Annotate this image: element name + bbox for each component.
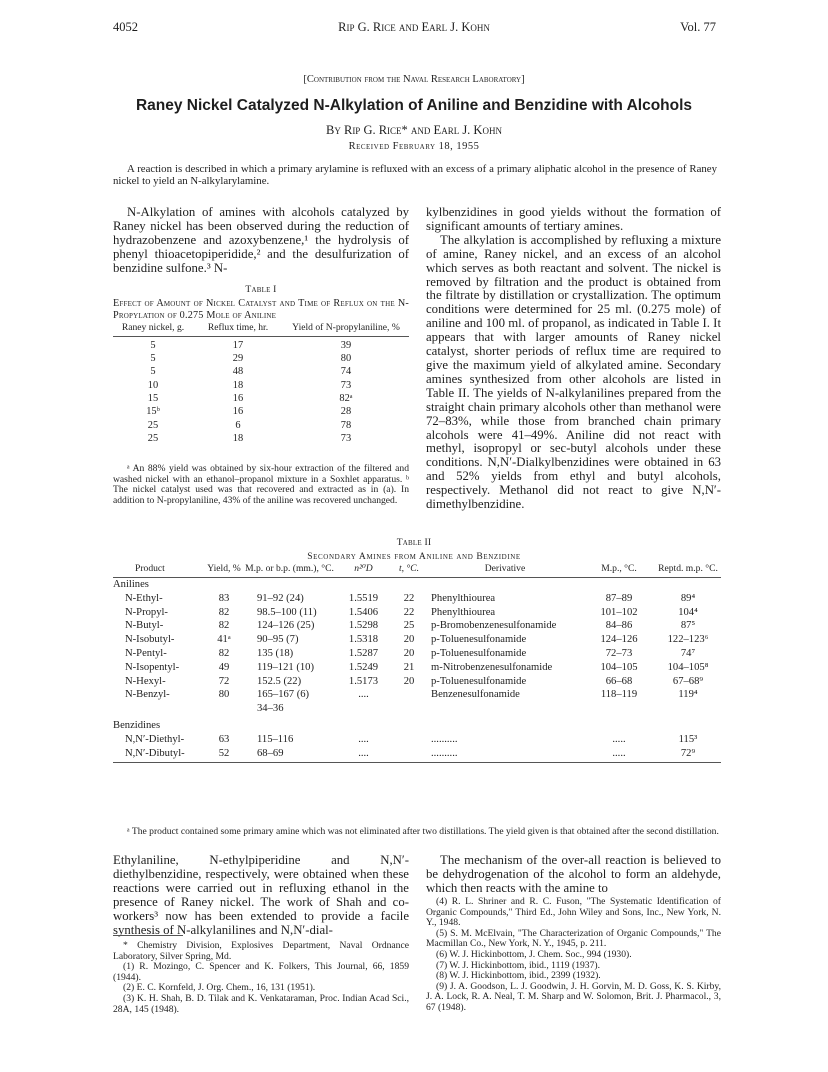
table2-header: Reptd. m.p. °C. xyxy=(658,563,718,574)
footnote: * Chemistry Division, Explosives Department, Naval Ordnance Laboratory, Silver Spring, Md. xyxy=(113,940,409,962)
table2-cell: 22 xyxy=(403,606,415,618)
table2-cell: 87–89 xyxy=(605,592,633,604)
table2-row xyxy=(113,633,721,647)
table2-cell: ..... xyxy=(612,747,626,759)
table2-cell: 20 xyxy=(403,675,415,687)
table1-row xyxy=(113,365,409,378)
table2-cell: 122–123⁶ xyxy=(667,634,709,646)
footnote: (6) W. J. Hickinbottom, J. Chem. Soc., 994 (1930). xyxy=(436,948,632,960)
table2-cell: 118–119 xyxy=(600,689,638,701)
table2-cell: 82 xyxy=(218,620,230,632)
received-date: Received February 18, 1955 xyxy=(348,141,480,152)
table2-header-row xyxy=(113,564,721,574)
table2-header: n²⁰D xyxy=(354,563,373,574)
table2-cell: 80 xyxy=(218,689,230,701)
contribution-line: [Contribution from the Naval Research Laboratory] xyxy=(303,74,525,85)
table1-cell: 29 xyxy=(232,353,244,365)
table2-cell: 101–102 xyxy=(600,606,638,618)
table1-cell: 78 xyxy=(340,419,352,431)
table2-cell: 84–86 xyxy=(605,620,633,632)
table1-cell: 6 xyxy=(235,419,241,431)
table1-cell: 73 xyxy=(340,379,352,391)
table2-row xyxy=(113,660,721,674)
footnote: (4) R. L. Shriner and R. C. Fuson, "The Systematic Identification of Organic Compounds," Third Ed., John Wiley and Sons, Inc., New York, N. Y., 1948. xyxy=(426,896,721,929)
table2-cell xyxy=(391,746,427,760)
table2-cell: N-Benzyl- xyxy=(125,689,170,701)
table2-cell: 104–105⁸ xyxy=(667,661,709,673)
table1-cell: 48 xyxy=(232,366,244,378)
table1-cell: 5 xyxy=(150,339,156,351)
table2-row xyxy=(113,732,721,746)
table2-cell: 82 xyxy=(218,606,230,618)
table2-cell: .......... xyxy=(431,747,458,759)
table2-cell: 98.5–100 (11) xyxy=(257,606,317,618)
footnote: (3) K. H. Shah, B. D. Tilak and K. Venkataraman, Proc. Indian Acad Sci., 28A, 145 (1948). xyxy=(113,992,409,1015)
table1-header: Raney nickel, g. xyxy=(121,322,185,333)
table1-row xyxy=(113,352,409,365)
table1-row xyxy=(113,418,409,431)
table1-cell: 82ᵃ xyxy=(339,392,353,404)
table2-cell: 1.5287 xyxy=(348,647,379,659)
table2-cell: .... xyxy=(358,747,369,759)
table2-cell: 72 xyxy=(218,675,230,687)
table2-cell: N-Pentyl- xyxy=(125,647,167,659)
table2-cell: N,N′-Diethyl- xyxy=(125,733,185,745)
table1-cell: 16 xyxy=(232,406,244,418)
table2 xyxy=(113,564,721,763)
table1-row xyxy=(113,405,409,418)
abstract: A reaction is described in which a primary arylamine is refluxed with an excess of a primary aliphatic alcohol in the presence of Raney nickel to yield an N-alkylarylamine. xyxy=(113,163,717,187)
table2-cell: 52 xyxy=(218,747,230,759)
intro-paragraph: N-Alkylation of amines with alcohols catalyzed by Raney nickel has been observed during the reduction of hydrazobenzene and azoxybenzene,¹ the hydrolysis of phenyl thioacetopiperidide,² and the desulfurization of benzidine sulfone.³ N- xyxy=(113,205,409,275)
table1-header: Reflux time, hr. xyxy=(207,322,269,333)
table1-cell: 18 xyxy=(232,379,244,391)
table1-cell: 5 xyxy=(150,366,156,378)
table2-cell: 49 xyxy=(218,661,230,673)
table2-cell xyxy=(391,688,427,702)
table2-cell: 104–105 xyxy=(600,661,638,673)
page-number: 4052 xyxy=(113,20,138,34)
table2-cell: 89⁴ xyxy=(680,592,696,604)
table1-cell: 80 xyxy=(340,353,352,365)
table2-cell: 124–126 (25) xyxy=(257,620,315,632)
footnote: (7) W. J. Hickinbottom, ibid., 1119 (1937). xyxy=(436,959,600,971)
table2-cell: 20 xyxy=(403,634,415,646)
table2-benzyl-mp-row xyxy=(113,702,721,716)
table2-footnote: ᵃ The product contained some primary amine which was not eliminated after two distillations. The yield given is that obtained after the second distillation. xyxy=(127,826,719,837)
table2-cell: 66–68 xyxy=(605,675,633,687)
article-title: Raney Nickel Catalyzed N-Alkylation of Aniline and Benzidine with Alcohols xyxy=(135,97,693,114)
table1-cell: 73 xyxy=(340,432,352,444)
table2-row xyxy=(113,647,721,661)
table2-cell: 1.5173 xyxy=(348,675,379,687)
bottom-left-paragraph: Ethylaniline, N-ethylpiperidine and N,N′-diethylbenzidine, respectively, were obtained when these reactions were carried out in refluxing ethanol in the presence of Raney nickel. The work of Shah and co-workers³ now has been extended to provide a facile synthesis of N-alkylanilines and N,N′-dial- xyxy=(113,853,409,937)
table1-cell: 15 xyxy=(147,392,159,404)
table2-cell: p-Bromobenzenesulfonamide xyxy=(431,620,557,632)
table1-cell: 16 xyxy=(232,392,244,404)
table2-row xyxy=(113,674,721,688)
table2-group-benzidines: Benzidines xyxy=(113,719,161,731)
table1-cell: 5 xyxy=(150,353,156,365)
table1-cell: 74 xyxy=(340,366,352,378)
table2-cell: 115³ xyxy=(678,733,698,745)
table2-cell: 74⁷ xyxy=(680,647,696,659)
table2-cell: 21 xyxy=(403,661,415,673)
footnote-rule-left xyxy=(113,935,183,936)
benzyl-mp: 34–36 xyxy=(257,703,284,715)
table2-cell: m-Nitrobenzenesulfonamide xyxy=(431,661,553,673)
table1-row xyxy=(113,432,409,445)
table2-group-anilines: Anilines xyxy=(113,578,149,590)
table2-cell: 63 xyxy=(218,733,230,745)
table2-caption: Secondary Amines from Aniline and Benzidine xyxy=(307,551,521,562)
right-column-top xyxy=(426,206,721,512)
table2-cell: 83 xyxy=(218,592,230,604)
table2-cell: N-Butyl- xyxy=(125,620,164,632)
table2-cell: 82 xyxy=(218,647,230,659)
table2-cell: 104⁴ xyxy=(678,606,698,618)
table2-cell: 68–69 xyxy=(257,747,284,759)
table1-row xyxy=(113,378,409,391)
table1-row xyxy=(113,339,409,352)
table2-header: M.p., °C. xyxy=(601,563,637,574)
table2-cell: N-Isobutyl- xyxy=(125,634,175,646)
table2-cell: .... xyxy=(358,689,369,701)
table2-cell: 20 xyxy=(403,647,415,659)
table2-header: Yield, % xyxy=(207,563,241,574)
left-column-intro xyxy=(113,206,409,276)
table2-cell: 1.5249 xyxy=(348,661,379,673)
table2-cell: Phenylthiourea xyxy=(431,592,496,604)
table2-cell: 1.5298 xyxy=(348,620,379,632)
footnote: (2) E. C. Kornfeld, J. Org. Chem., 16, 131 (1951). xyxy=(123,982,316,994)
table2-cell: 165–167 (6) xyxy=(257,689,310,701)
table1-caption: Effect of Amount of Nickel Catalyst and Time of Reflux on the N-Propylation of 0.275 Mole of Aniline xyxy=(113,298,409,322)
table2-row xyxy=(113,605,721,619)
table2-cell: 119–121 (10) xyxy=(257,661,314,673)
table2-cell: N-Ethyl- xyxy=(125,592,163,604)
table1-footnote: ᵃ An 88% yield was obtained by six-hour extraction of the filtered and washed nickel with an ethanol–propanol mixture in a Soxhlet apparatus. ᵇ The nickel catalyst used was that recovered and extracted as in (a). In addition to N-propylaniline, 43% of the aniline was recovered unchanged. xyxy=(113,463,409,506)
footnote: (8) W. J. Hickinbottom, ibid., 2399 (1932). xyxy=(436,970,601,982)
table2-cell: 67–68⁹ xyxy=(672,675,704,687)
table2-cell: Benzenesulfonamide xyxy=(431,689,520,701)
table1 xyxy=(113,323,409,445)
table2-cell: 72⁹ xyxy=(680,747,696,759)
bottom-right-text xyxy=(426,854,721,896)
table1-cell: 18 xyxy=(232,432,244,444)
table2-row xyxy=(113,688,721,702)
table2-cell xyxy=(391,732,427,746)
table2-label: Table II xyxy=(396,537,432,548)
table2-cell: p-Toluenesulfonamide xyxy=(431,634,527,646)
footnote: (5) S. M. McElvain, "The Characterization of Organic Compounds," The Macmillan Co., New York, N. Y., 1945, p. 211. xyxy=(426,927,721,950)
table1-cell: 39 xyxy=(340,339,352,351)
table2-cell: Phenylthiourea xyxy=(431,606,496,618)
table2-cell: 119⁴ xyxy=(678,689,698,701)
footnote: (1) R. Mozingo, C. Spencer and K. Folkers, This Journal, 66, 1859 (1944). xyxy=(113,961,409,983)
table2-header: Derivative xyxy=(484,563,526,574)
table2-cell: 1.5406 xyxy=(348,606,379,618)
table2-cell: 115–116 xyxy=(257,733,294,745)
table1-header-row xyxy=(113,323,409,333)
table2-cell: p-Toluenesulfonamide xyxy=(431,647,527,659)
table2-cell: 1.5318 xyxy=(348,634,379,646)
table1-cell: 25 xyxy=(147,432,159,444)
table2-cell: 41ᵃ xyxy=(217,634,231,646)
table1-cell: 10 xyxy=(147,379,159,391)
table2-cell: p-Toluenesulfonamide xyxy=(431,675,527,687)
table2-cell: 22 xyxy=(403,592,415,604)
footnotes-right xyxy=(426,897,721,1014)
table1-label: Table I xyxy=(245,284,277,295)
table2-cell: 1.5519 xyxy=(348,592,379,604)
table2-cell: 124–126 xyxy=(600,634,638,646)
table2-cell: 90–95 (7) xyxy=(257,634,299,646)
table2-cell: 152.5 (22) xyxy=(257,675,302,687)
bottom-left-text xyxy=(113,854,409,937)
author-line: By Rip G. Rice* and Earl J. Kohn xyxy=(326,123,502,137)
right-paragraph-1: kylbenzidines in good yields without the formation of significant amounts of tertiary amines. xyxy=(426,205,721,233)
table2-cell: 72–73 xyxy=(605,647,633,659)
table2-cell: .......... xyxy=(431,733,458,745)
table2-row xyxy=(113,591,721,605)
table2-cell: ..... xyxy=(612,733,626,745)
table1-cell: 25 xyxy=(147,419,159,431)
running-title: Rip G. Rice and Earl J. Kohn xyxy=(338,20,490,34)
table2-cell: N,N′-Dibutyl- xyxy=(125,747,185,759)
table2-header: Product xyxy=(135,563,165,574)
table2-row xyxy=(113,619,721,633)
table1-header: Yield of N-propylaniline, % xyxy=(292,322,400,333)
table2-cell: N-Isopentyl- xyxy=(125,661,180,673)
table1-cell: 17 xyxy=(232,339,244,351)
table1-row xyxy=(113,392,409,405)
table2-cell: 135 (18) xyxy=(257,647,294,659)
bottom-right-paragraph: The mechanism of the over-all reaction is believed to be dehydrogenation of the alcohol to form an aldehyde, which then reacts with the amine to xyxy=(426,853,721,895)
footnote: (9) J. A. Goodson, L. J. Goodwin, J. H. Gorvin, M. D. Goss, K. S. Kirby, J. A. Lock, R. A. Neal, T. M. Sharp and W. Solomon, Brit. J. Pharmacol., 3, 67 (1948). xyxy=(426,980,721,1013)
footnotes-left xyxy=(113,941,409,1015)
table2-row xyxy=(113,746,721,760)
table2-header: M.p. or b.p. (mm.), °C. xyxy=(245,563,334,574)
table2-cell: 91–92 (24) xyxy=(257,592,304,604)
table2-cell: 87⁵ xyxy=(680,620,696,632)
table2-header: t, °C. xyxy=(398,563,420,574)
table2-cell: .... xyxy=(358,733,369,745)
table2-cell: N-Hexyl- xyxy=(125,675,166,687)
volume-label: Vol. 77 xyxy=(680,20,716,34)
table1-cell: 15ᵇ xyxy=(146,406,160,418)
table1-cell: 28 xyxy=(340,406,352,418)
table2-cell: N-Propyl- xyxy=(125,606,168,618)
table2-cell: 25 xyxy=(403,620,415,632)
right-paragraph-2: The alkylation is accomplished by refluxing a mixture of amine, Raney nickel, and an excess of an alcohol which serves as both reactant and solvent. The nickel is removed by filtration and the product is obtained from the filtrate by distillation or crystallization. The optimum conditions were determined for 25 ml. (0.275 mole) of aniline and 100 ml. of propanol, as indicated in Table I. It appears that with larger amounts of Raney nickel catalyst, shorter periods of reflux time are required to give the maximum yield of alkylated amine. Secondary amines synthesized from other alcohols are listed in Table II. The yields of N-alkylanilines prepared from the straight chain primary alcohols other than methanol were 72–83%, while those from branched chain primary alcohols were 41–49%. Aniline did not react with methyl, isopropyl or sec-butyl alcohols under these conditions. N,N′-Dialkylbenzidines were obtained in 63 and 52% yields from ethyl and butyl alcohols, respectively. Methanol did not react to give N,N′-dimethylbenzidine. xyxy=(426,232,721,512)
